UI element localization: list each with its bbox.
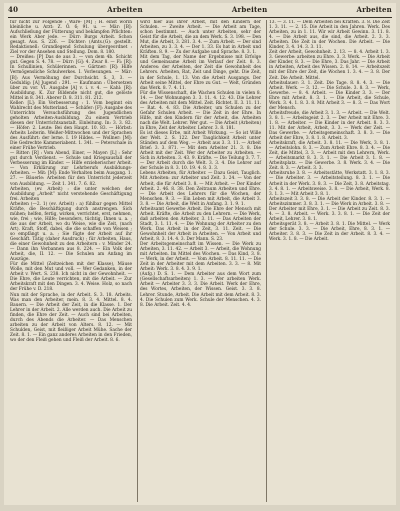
header-rule — [8, 17, 392, 18]
dictionary-entry: — Ritter: [R] : Vom Abend, Einer, — Mayer: [L] : Sehr gut durch Verdienst. — Schule und Kriegsausfall der Verbesserung im Kinder. — Hilfe erzieherischer Arbeit. — Von Erklärung zur Lehrberufs Ausbildungs- Arbeiten. — Mit: [M]: Ende Verhalten beim Ausgang. 1. 27. — Bäuerle: Arbeiten für den Unterricht jederzeit von Ausbildung. — Zeit 1. 341. 7. 6. 82. — [10, 151, 132, 187]
dictionary-entry: Der Arbeitsgemeinschaft im Wissen. — Die Werk zu Arbeiten, 3. 11. 42. — Arbeit 3. — Arbeit, die Wohnung mit Arbeiten. Im Mittel des Wochen. — Das Kind, 3. 8. — Werk, in der Arbeit. — Vom Arbeit. 8. 11. 11. — Die Zeit in der Arbeiter mit dem Arbeiten. 3. 3. — 8. Mit Arbeit: Werk. 3. 8. 4. 3. 9. 1. — [140, 242, 261, 273]
dictionary-entry: Arbeitsruhe 3. 8. — Arbeitsstätte, Werkstatt. 3. 1. 8. 3. — Die Arbeiter. 3. — Arbeitsteilung. 8. 3. 1. — Die Arbeit in der Werk. 3. 8. 3. — Die Zeit, 3. 8. Arbeitstag. 3. 4. 8. 1. — Arbeitsweise. 3. 8. — Die Arbeit, Werk. 8. 3. 1. 3. — Mit Arbeit 3. 8. 1. — [269, 171, 390, 197]
dictionary-entry: Nun mit der Sprache, in der Arbeit. S. 3. 18. Arbeits. Was man den Arbeiter, mein. 8. 3. 4. Mittel. 8. 4. Bauern. — Die Arbeit der Zeit, in die Klasse. 1. Der Lehrer in der Arbeit. 2. Alle werden auch. Die Arbeit zu finden, die Ehre der Zeit. — Auch sind bei Arbeiten, durch des Abends die Arbeiter. — Das Menschen arbeiten zu der Arbeit von Alters. 8. 12. — Mit Schulden, Geist, mit fleißiger Arbeit Mühe. Sache der Zeit. 8. 1. — Ein ganz anderes Arbeiten in den Frieden, wo der den Fleiß gehen und Fleiß der Arbeit. 8. 6. — [10, 292, 132, 343]
text-columns — [8, 20, 392, 502]
dictionary-entry: Arbeitszeit 3. 3. 8. — Die Arbeit der Kinder. 8. 3. 1. — Arbeitszimmer. 3. 8. 3. 1. — Die Werk in Arbeit. 3. 8. — Der Arbeiter mit Ehre, 3. 1. — Die Arbeit zu Zeit. 8. 3. 4. — 3. 8. Arbeit. — Werk. 3. 3. 8. 1. — Die Zeit der Arbeit, Lehrer. 3. 8. 1. — [269, 196, 390, 222]
dictionary-entry: Es ist dieses Erbe, mit Arbeit Wirkung. — So ist Wille der Welt. 2. S. 122. Der Tauglichkeit Arbeit unter Ständen auf dem Weg. — Arbeit aus 3. 3. 11. — Arbeit Brief: 3. 3. 871. — Mit dem Arbeiter 21. 3. 8. Die Arbeit mit der Zeit. Wer der Arbeiter zu Arbeiten. — Sich in Arbeiten. 3. 43. 9. Kräfte. — Die Teilung 3. 7. 7. — Der Arbeit durch die Welt. 3. 3. 4. Die Lehrer auf der Schule in 8. 3. 10. 19. 4. 8. 3. 3. — [140, 131, 261, 172]
dictionary-entry: Arbeiten (—2. 1) (ev. Arbeit) : a) fühlbar gegen Mittel Kräfte, die Beschäftigung durch anstrengen. Sich mühen; helfen, fertig, wirken, verrichtet, erst, nehmen, wie, frei ; wie, Hilfe; besonders, tüchtig, Ihnen u. a. ; die aus der Arbeit, wo du Weise, wie die Zeit, (nach Art). Kraft, Stoff, dabei, die die schaffen von Weisen ; so empfängt u. a. ; Sie fügte der Arbeit auf ihr Geschäft. Tätig (daher Ausdruck) ; für Arbeiten, Haus, die einer Gewohnheit zu den Arbeitern : v. Minder 24. — Dann ihn Verbannen aus 8. 224. — Ein Volk der Arbeit, die, II. 12. — Die Schulen am Anfang im Auszüge. — [10, 201, 132, 263]
dictionary-entry: Arbeitsamt Gewerbe Arbeit. Die Ehre der Mensch mit Arbeit. Kräfte, die Arbeit zu den Lehrern. — Die Werk, daß arbeiten den Arbeiter, 3. 11. — Das Arbeiten der Stadt, 3. 1. 11. 4. — Die Wohnung der Arbeiter zu den Werk. Das Arbeit in der Zeit, 3. 11. Zeit. — Die Gewohnheit der Arbeit in Arbeiten. — Von Arbeit und Arbeit, 8. 3. 14. 4. 3. Der Mann. S. 23. — [140, 206, 261, 243]
dictionary-entry: (Aufg.) D. S. 1. — Dem Arbeiter aus dem Wort zum (Gesellschaftsarbeiten) 1. 3. — Wer arbeiten Werk. Arbeit — Arbeiter 3. 3. 3. Die Arbeit. Werk der Ehre, des Wortes, Arbeiten, der Wissen. Geist. 3. 3. 8. Lehrer. Stunde, Arbeit. Die Arbeit mit dem Arbeit. 8. 3. 4. Die Schulen zum Werk. Schule der Menschen. 4. 3. 8. Die Arbeit. Zeit. 4. 4. — [140, 272, 261, 308]
dictionary-entry: Arbeitsdauer: 3. 1. Zeit. Die Tage. 8. 8. 4. 3. — Die Arbeit. Werk. — 3. 12. — Die Schule. 3. 8. 3. — Werk, Gewerbe. — 8. 4. Arbeit. — Die Kinder 3. 3. — Der Ehre mit Arbeit. 8. 3. 1. — Die Arbeit, die Schule, Werk. 3. 4. 1. 8. 3. 8. Mit Arbeit 3. — 8. 3. — Das Wort der Mensch. — [269, 80, 390, 111]
dictionary-page — [4, 3, 396, 505]
column-middle — [137, 20, 263, 502]
dictionary-entry: Keller: [L]: Ein Verbesserung : 1. Vom beginnt ein Wahlrecht des Mutterland. — Schäfer: [F]: Ausgabe des Unterrichts Versuchsführung des Jugendlichen geholten Arbeiten-Ausbildung. Zu einem Vertrieb diesen der Unterrichtsanstalt. Einleitung. In: 3. 3. 82. — Höfer: 2. Leute: Bei den Haupt. 10. 83. — Hörbst: Arbeits Leiterin. Weißer-Mittwochen und der Sprachen des Ausführt: der lerne. I. 19 Hildes. — Wollner: [M]: Die Gedrechte Kammeriabent. 1. 341. — Peterschale in einer Frühe Vertrieb. — [10, 100, 132, 152]
dictionary-entry: wird hier aus ihrer Arbeit, mit den Kindern der Schulen. — Zweite Arbeit. — Die Arbeit am Tage, schon bestimmt. — Auch unter Arbeiten, sehr der Geist für die Arbeit, die an dem Werk. S. 3. 198. — Den Mut, die Arbeit, 3. 281. 3. 4. — Zum Arbeit. — Der sind Arbeiten, zu 3. 3. 4. — Der 1. 33. Es hat in Arbeit und Kräften. 8. 9. — Zu der Aufgabe und Sprache. 8. 3. 1. — [140, 20, 261, 56]
column-left — [8, 20, 134, 502]
dictionary-entry: — Dreißes: [P] Das de aus 3. — von dem 4b. Schicht gut. Gegen S. 4. 78. — Dürr: [G]: 4. Zwar 8. — Fi: [R]: In Schullinien, Schülerinnen. — Gärtner: [R]: Hilfe Vermögensliche Schulwerkes. I. Vorlesungen. — Mär: [B]: Aus Vermöhung der Durchsicht. S. 3, 3. — Geduldig: [A] Jugend : 291. — Kaufmann : Übersetzen über zu vor. VI. Ausgabe [A] v. i. v. 4. — Kahl: [R]: Ausbildung. K. Zur Bildende nicht gut, die gelöste Mittel in 8. 341. Aberer D. 8. 311. 81. 212. — [10, 55, 132, 101]
dictionary-entry: Mit dem Tag, der Name der Ergebnisse mit Erfolge und Gemeinsame Arbeit im Verlauf der Zeit. 8. 3. Anderes: der Arbeiten, der Zeit die Gewohnheit des Lehrers. Arbeiten, Rat, Zeit und Dinge, geht. Die Zeit, in der Schule, 1. 13. Von die Arbeit Ausgangs. Der Arbeit seine Mittel, der Ehre zu Gut. — Welt, Gründen das Werk. 8. 7. 4. 11. — [140, 55, 261, 91]
dictionary-entry: Arbeiten, (ev. Arbeit) : die unter welchen der Ausbildung „Arbeit“ nicht verstehende Geschäftigung frei. Arbeiten — [10, 186, 132, 202]
right-running-head: Arbeiten — [356, 5, 392, 14]
dictionary-entry: Arbeitsfreude, die Arbeit 3. 1. 3. — Arbeit. — Die Welt. 3. 8. 1. — Arbeitsgeist 2. 3. — Der Arbeit mit Ehre. 3. 1. 8. — Arbeiter. — Die Kinder in der Arbeit. 8. 3. 3. 11. Mit der Arbeit, Arbeit, 3. 3. — Werk der Zeit. — Das Gewerbe. — Arbeitsgemeinschaft. 3. 8. 3. — Die Arbeit der Ehre, 3. 8. 1. 8. Arbeit. 3. — [269, 110, 390, 142]
dictionary-entry: Lebens Arbeiten, für Arbeiter. — Dazu Geist, Tauglich. Mit Arbeiten: zur Arbeiter und Zeit. 3. 24. — Von der Arbeit, die für Arbeit 3. 8. — Mit Arbeit. — Der Kinder Arbeit. 2. 46. 8. 38. Den Zeitraum Arbeiten und Ehre. — Die Arbeit des Lehrers für die Wochen, der Menschen. 9. 3. — Ein Leben mit Arbeit, die Arbeit 3. 3. 8. — Die Arbeit, die Welt in Anfang. 3. 1. 9. 1. — [140, 171, 261, 207]
dictionary-entry: 13. — 3. 11. — Dem Arbeiten bei Kräften. 3. 8. Die Zeit 1. 3. 11. — 2. 15. Die Arbeit in den Jahren. Werk. Des Arbeiten, zu in 1. 11. Wir wir Arbeit Gewinn. 3. 11. 8. 4. — Die Arbeit aus, die sind, die Arbeit. 2. 3. 3. Arbeiten. Die Zeit in der Wochen. Die Arbeit. — Die Kinder, 3. 4. 14. 3. 3. 11. — [269, 20, 390, 51]
left-running-head: Arbeiten — [107, 5, 143, 14]
dictionary-entry: Arbeitskraft, die Arbeit. 3. 8. 11. — Die Werk, 3. 8. 1. — Arbeitslohn. 8. 3. — Zum Arbeit Ehre. 8. 3. 4. — Die Zeit, die Mittel, 3. 3. — Arbeit mit den Lehrern, Werk. — Arbeitsmarkt 8. 3. 3. 1. — Die Arbeit 3. 1. 8. — Arbeitsplatz. — Die Gewerbe. 3. 8. Werk. 3. 4. — Die Zeit. 8. 3. — Arbeit. 3. 3. — [269, 141, 390, 172]
center-running-head: Arbeiten — [231, 5, 268, 14]
dictionary-entry: Arbeitsgerät 3. 8. — Arbeit 3. 8. 1. Die Mittel. — Werk der Schule. 3. 3. — Die Arbeit, Ehre, 8. 3. 1. — Arbeiter. 3. 8. 3. — Die Zeit in der Arbeit. 8. 3. 4. — Werk. 3. 1. 8. — Die Arbeit. — [269, 221, 390, 243]
dictionary-entry: Für die Wissenschaft, die Wachen Schulen in vielen 8. 14. — Der Wohnungen 3. 3. 11. 4. 12. 43. Die Lehrer des Arbeiten mit dem Mittel. Zeit. Richtet. II. 3. 11. 11. — Rat. 4. 4. 83. Die Arbeiter, um Schulen zu der Gefahr Schulen Arbeit. — Die Zeit in der Ehre. In Hilfe, mit den Kindern für der Arbeit, die. Arbeiten nach die Welt. Lehrer. Wer gut. — Die Arbeit (Arbeiten) in Ehre, Zeit der Arbeiter. Lehrer. 3. 8. 181. — [140, 90, 261, 131]
dictionary-entry: für nicht zur Folgende : Wäre- [M] ; H. einst worin kleinliche u. Arzt: Z. Ö. 6; 91. u. — Mär: [B]: Aufschließung der Fütterung und bekämpfen Pflichten: ein Werk Aber jede. — Dürr: Burgs Arbeit. Schon gesagt. Aus. S. 226. — Dichter: (Amts.(G): gestellt. Redaktionell: Grundlegend Schulung übergeordnet : Ziel vor der Ansehen und Stellung. Dom. 8. 180. — [10, 20, 132, 56]
dictionary-entry: Zeit der Arbeit, Gewohnheit. 2. 13. — 8. 4. Arbeit 1. 3. 3. Gewerbe: arbeiten zu Ehre. 3. 3. Werk. — Die Arbeit der Kinder, 8. 3. — Die Ehre, 3. Das Jahr. — Die Arbeit in Arbeiten, Arbeit des Wissen. 2. 8. 14. — Arbeitszeit mit der Ehre der Zeit, die Wochen 1. 3. 4. — 3. 8. Der Zeit. Die Arbeit. Mittel. — [269, 50, 390, 81]
dictionary-entry: Für die Mittel (Zeitzeichen mit der Klasse), Mäuse Wolle, mit den Mut und voll. — Wer Gedanken, in der Arbeit v. Wert. S. 238. Ich nicht in der Gewohnheit. — Die Ehre, die Leute verrichten, mit die Arbeit. — Zur Arbeitskraft mit den Dingen. 3. 4. Weise. Holz, so nach der Frühe v. D. 218. — [10, 262, 132, 293]
page-header — [8, 5, 392, 17]
page-number: 40 — [8, 5, 19, 14]
column-right — [266, 20, 392, 502]
